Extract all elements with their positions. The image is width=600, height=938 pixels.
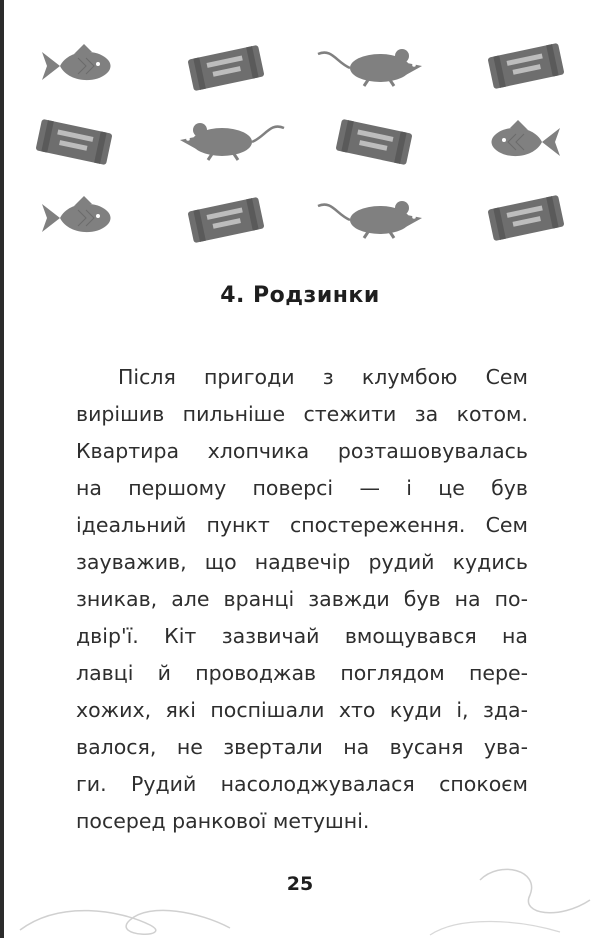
decorative-pattern bbox=[0, 0, 600, 270]
text-line: на першому поверсі — і це був bbox=[76, 476, 528, 500]
text-line: ідеальний пункт спостереження. Сем bbox=[76, 513, 528, 537]
text-line: хожих, які поспішали хто куди і, зда- bbox=[76, 698, 528, 722]
fish-icon bbox=[42, 196, 111, 232]
candy-bar-icon bbox=[487, 195, 564, 241]
text-line: двір'ї. Кіт зазвичай вмощувався на bbox=[76, 624, 528, 648]
candy-bar-icon bbox=[35, 119, 112, 165]
text-line: Квартира хлопчика розташовувалась bbox=[76, 439, 528, 463]
text-line: валося, не звертали на вусаня ува- bbox=[76, 735, 528, 759]
text-line: зауважив, що надвечір рудий кудись bbox=[76, 550, 528, 574]
candy-bar-icon bbox=[187, 197, 264, 243]
fish-icon bbox=[42, 44, 111, 80]
fish-icon bbox=[492, 120, 561, 156]
chapter-title: 4. Родзинки bbox=[220, 283, 380, 308]
text-line: Після пригоди з клумбою Сем bbox=[118, 365, 528, 389]
mouse-icon bbox=[180, 123, 284, 160]
body-paragraph bbox=[76, 359, 528, 840]
candy-bar-icon bbox=[487, 43, 564, 89]
text-line: посеред ранкової метушні. bbox=[76, 809, 370, 833]
text-line: ги. Рудий насолоджувалася спокоєм bbox=[76, 772, 528, 796]
candy-bar-icon bbox=[187, 45, 264, 91]
mouse-icon bbox=[318, 201, 422, 238]
text-line: вирішив пильніше стежити за котом. bbox=[76, 402, 528, 426]
page-number: 25 bbox=[286, 873, 314, 895]
mouse-icon bbox=[318, 49, 422, 86]
text-line: лавці й проводжав поглядом пере- bbox=[76, 661, 528, 685]
candy-bar-icon bbox=[335, 119, 412, 165]
text-line: зникав, але вранці завжди був на по- bbox=[76, 587, 528, 611]
